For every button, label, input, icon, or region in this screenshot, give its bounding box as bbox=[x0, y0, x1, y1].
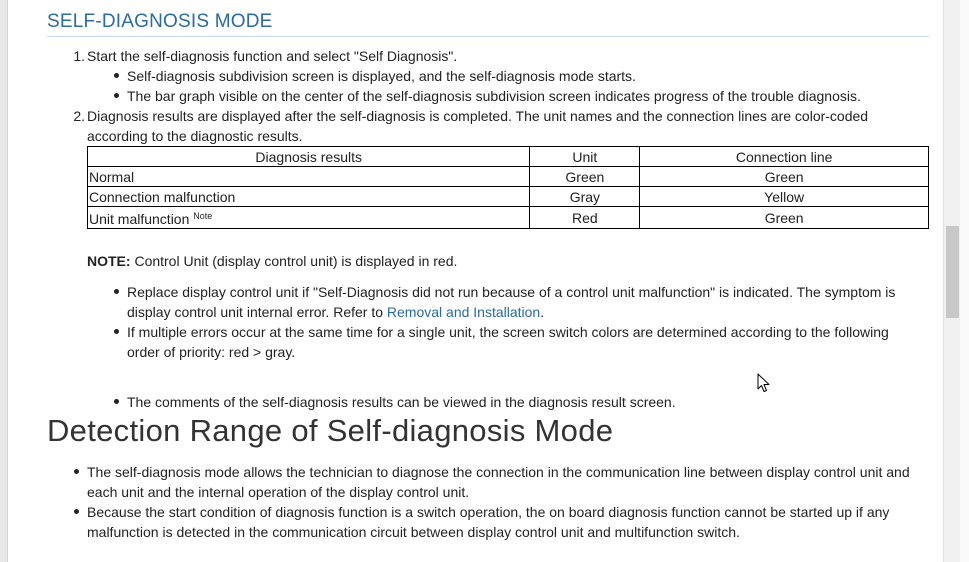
table-row bbox=[88, 167, 929, 187]
step-2-number: 2. bbox=[73, 108, 85, 124]
note-bullet-2-line-2: order of priority: red > gray. bbox=[127, 344, 296, 360]
right-window-edge bbox=[960, 0, 969, 562]
bullet-icon bbox=[114, 289, 119, 294]
vertical-scrollbar-thumb[interactable] bbox=[946, 226, 959, 318]
left-window-edge bbox=[0, 0, 8, 562]
table-row bbox=[88, 187, 929, 207]
table-header-connection-line: Connection line bbox=[640, 147, 929, 167]
table-row bbox=[88, 207, 929, 229]
table-cell-line: Yellow bbox=[640, 187, 929, 207]
step-2-text-line-2: according to the diagnostic results. bbox=[87, 128, 303, 144]
table-cell-unit: Red bbox=[530, 207, 640, 229]
detection-bullet-2-line-1: Because the start condition of diagnosis function is a switch operation, the on board diagnosis function cannot be started up if any bbox=[87, 504, 890, 520]
step-1-bullet-1: Self-diagnosis subdivision screen is displayed, and the self-diagnosis mode starts. bbox=[127, 68, 636, 84]
note-label: NOTE: bbox=[87, 253, 131, 269]
table-cell-line: Green bbox=[640, 167, 929, 187]
detection-bullet-1-line-2: each unit and the internal operation of the display control unit. bbox=[87, 484, 470, 500]
section-title: SELF-DIAGNOSIS MODE bbox=[47, 12, 929, 37]
step-1-text: Start the self-diagnosis function and select "Self Diagnosis". bbox=[87, 48, 458, 64]
note-bullet-1-pre: display control unit internal error. Refer to bbox=[127, 304, 387, 320]
bullet-icon bbox=[114, 399, 119, 404]
note-bullet-2-line-1: If multiple errors occur at the same time for a single unit, the screen switch colors are determined according to the following bbox=[127, 324, 889, 340]
bullet-icon bbox=[114, 73, 119, 78]
table-header-unit: Unit bbox=[530, 147, 640, 167]
bullet-icon bbox=[74, 469, 79, 474]
table-cell-result-text: Unit malfunction bbox=[89, 211, 190, 227]
note-text: Control Unit (display control unit) is displayed in red. bbox=[130, 253, 458, 269]
detection-bullet-2-line-2: malfunction is detected in the communication circuit between display control unit and multifunction switch. bbox=[87, 524, 740, 540]
mouse-pointer-icon bbox=[757, 373, 771, 398]
table-cell-result: Connection malfunction bbox=[88, 187, 530, 207]
bullet-icon bbox=[74, 509, 79, 514]
table-cell-result: Normal bbox=[88, 167, 530, 187]
bullet-icon bbox=[114, 329, 119, 334]
step-1-bullet-2: The bar graph visible on the center of the self-diagnosis subdivision screen indicates progress of the trouble diagnosis. bbox=[127, 88, 861, 104]
table-cell-unit: Gray bbox=[530, 187, 640, 207]
note-bullet-3: The comments of the self-diagnosis results can be viewed in the diagnosis result screen. bbox=[127, 394, 676, 410]
step-2-text-line-1: Diagnosis results are displayed after the self-diagnosis is completed. The unit names and the connection lines are color-coded bbox=[87, 108, 869, 124]
note-superscript: Note bbox=[193, 211, 213, 221]
step-1-number: 1. bbox=[73, 48, 85, 64]
removal-installation-link[interactable]: Removal and Installation bbox=[386, 304, 541, 320]
detection-range-heading: Detection Range of Self-diagnosis Mode bbox=[47, 413, 614, 448]
bullet-icon bbox=[114, 93, 119, 98]
note-bullet-1-line-2 bbox=[127, 302, 544, 322]
note-bullet-1-post: . bbox=[540, 304, 545, 320]
note-bullet-1-line-1: Replace display control unit if "Self-Diagnosis did not run because of a control unit malfunction" is indicated. The symptom is bbox=[127, 284, 896, 300]
table-cell-line: Green bbox=[640, 207, 929, 229]
diagnosis-results-table bbox=[87, 146, 929, 229]
table-header-row bbox=[88, 147, 929, 167]
table-cell-unit: Green bbox=[530, 167, 640, 187]
table-cell-result bbox=[88, 207, 530, 229]
note-paragraph bbox=[87, 251, 457, 271]
detection-bullet-1-line-1: The self-diagnosis mode allows the technician to diagnose the connection in the communication line between display control unit and bbox=[87, 464, 910, 480]
table-header-diagnosis-results: Diagnosis results bbox=[88, 147, 530, 167]
